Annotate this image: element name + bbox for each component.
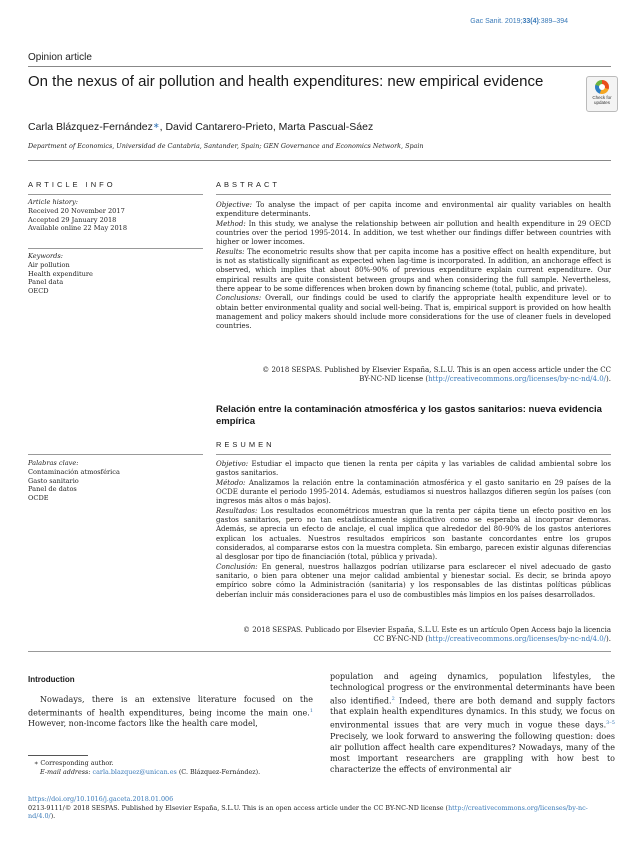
- intro-right-column: population and ageing dynamics, population lifestyles, the technological progress or the environmental determinants have been also identified.$^2$ Indeed, there are both demand and supply factors that explain health expenditures dynamics. In this study, we focus on environmental issues that are very much in vogue these days.$^{3-5}$ Precisely, we look forward to answering the following question: does air pollution affect health care expenditures? Nowadays, many of the most important researchers are grappling with how best to characterize the effects of environmental air: [330, 672, 615, 774]
- introduction-heading: Introduction: [28, 675, 75, 684]
- citation-3-5[interactable]: 3–5: [606, 720, 615, 727]
- footnote-divider: [28, 755, 88, 756]
- article-type: Opinion article: [28, 52, 92, 63]
- spanish-title: Relación entre la contaminación atmosférica y los gastos sanitarios: nueva evidencia empírica: [216, 404, 602, 427]
- intro-left-column: Nowadays, there is an extensive literature focused on the determinants of health expenditures, being income the main one.$^1$ However, non-income factors like the health care model,: [28, 695, 313, 729]
- author-email-link[interactable]: carla.blazquez@unican.es: [92, 768, 177, 776]
- keywords-rule: [28, 248, 203, 249]
- affiliation-divider: [28, 160, 611, 161]
- keywords: Keywords: Air pollution Health expenditure Panel data OECD: [28, 252, 93, 296]
- article-info-rule: [28, 194, 203, 195]
- corresponding-author-mark[interactable]: ∗: [152, 121, 160, 130]
- header-divider: [28, 66, 611, 67]
- citation-2[interactable]: 2: [391, 695, 395, 702]
- abstract-end-rule: [28, 651, 611, 652]
- abstract-body: Objective: To analyse the impact of per capita income and environmental air quality variables on health expenditure determinants. Method: In this study, we analyse the relationship between air pollution and health expenditure in 29 OECD countries over the period 1995-2014. In addition, we test whether our findings differ between countries with higher or lower incomes. Results: The econometric results show that per capita income has a positive effect on health expenditure, but is not as statistically significant as expected when lag-time is incorporated. In addition, an anchorage effect is observed, which implies that about 80%-90% of previous expenditure explain current expenditure. Our empirical results are quite consistent between groups and when considering the full sample. Nevertheless, there appear to be some differences when broken down by financing scheme (total, public, and private). Conclusions: Overall, our findings could be used to clarify the appropriate health expenditure level or to obtain better environmental quality and social well-being. That is, empirical support is provided on how health management and policy makers should include more considerations for the use of cleaner fuels in developed countries.: [216, 201, 611, 331]
- page-footer: https://doi.org/10.1016/j.gaceta.2018.01.006 0213-9111/© 2018 SESPAS. Published by Elsevier España, S.L.U. This is an open access article under the CC BY-NC-ND license (http://creativecommons.org/licenses/by-nc-nd/4.0/).: [28, 795, 588, 820]
- check-for-updates-badge[interactable]: Check for updates: [586, 76, 618, 112]
- palabras-rule: [28, 454, 203, 455]
- resumen-body: Objetivo: Estudiar el impacto que tienen la renta per cápita y las variables de calidad ambiental sobre los gastos sanitarios. Método: Analizamos la relación entre la contaminación atmosférica y el gasto sanitario en 29 países de la OCDE durante el periodo 1995-2014. Además, estudiamos si nuestros hallazgos difieren según los países (con ingresos más altos o más bajos). Resultados: Los resultados econométricos muestran que la renta per cápita tiene un efecto positivo en los gastos sanitarios, pero no tan estadísticamente significativo como se esperaba al incorporar demoras. Además, se aprecia un efecto de anclaje, el cual implica que alrededor del 80-90% de los gastos anteriores explican los actuales. Nuestros resultados empíricos son bastante concordantes entre los grupos considerados, al compararse estos con la muestra completa. Sin embargo, parecen existir algunas diferencias al desglosar por tipo de financiación (total, pública y privada). Conclusión: En general, nuestros hallazgos podrían utilizarse para esclarecer el nivel adecuado de gasto sanitario, o bien para obtener una mejor calidad ambiental y bienestar social. Es decir, se brinda apoyo empírico sobre cómo la Administración (sanitaria) y los responsables de las distintas políticas públicas deberían incluir más consideraciones para el uso de combustibles más limpios en los países desarrollados.: [216, 460, 611, 599]
- palabras-clave: Palabras clave: Contaminación atmosférica Gasto sanitario Panel de datos OCDE: [28, 459, 120, 503]
- article-history: Article history: Received 20 November 2017 Accepted 29 January 2018 Available online 22 May 2018: [28, 198, 128, 233]
- abstract-rule: [216, 194, 611, 195]
- citation-1[interactable]: 1: [309, 707, 313, 714]
- abstract-license: © 2018 SESPAS. Published by Elsevier España, S.L.U. This is an open access article under the CC BY-NC-ND license (http://creativecommons.org/licenses/by-nc-nd/4.0/).: [262, 366, 611, 384]
- crossmark-icon: [595, 80, 609, 94]
- resumen-rule: [216, 454, 611, 455]
- article-info-heading: ARTICLE INFO: [28, 180, 116, 189]
- journal-reference: Gac Sanit. 2019;33(4):389–394: [470, 18, 568, 25]
- doi-link[interactable]: https://doi.org/10.1016/j.gaceta.2018.01.006: [28, 795, 174, 803]
- resumen-license: © 2018 SESPAS. Publicado por Elsevier España, S.L.U. Este es un artículo Open Access bajo la licencia CC BY-NC-ND (http://creativecommons.org/licenses/by-nc-nd/4.0/).: [243, 626, 611, 644]
- resumen-heading: RESUMEN: [216, 440, 275, 449]
- author-1: Carla Blázquez-Fernández: [28, 121, 153, 133]
- footnote: ∗ Corresponding author. E-mail address: carla.blazquez@unican.es (C. Blázquez-Fernández).: [34, 759, 261, 776]
- affiliation: Department of Economics, Universidad de Cantabria, Santander, Spain; GEN Governance and Economics Network, Spain: [28, 142, 424, 150]
- licencia-link[interactable]: http://creativecommons.org/licenses/by-nc-nd/4.0/: [428, 635, 607, 644]
- abstract-heading: ABSTRACT: [216, 180, 281, 189]
- paper-title: On the nexus of air pollution and health expenditures: new empirical evidence: [28, 73, 544, 90]
- license-link[interactable]: http://creativecommons.org/licenses/by-nc-nd/4.0/: [428, 375, 607, 384]
- footer-license-link[interactable]: http://creativecommons.org/licenses/by-nc-nd/4.0/: [28, 803, 588, 820]
- author-list: Carla Blázquez-Fernández∗, David Cantarero-Prieto, Marta Pascual-Sáez: [28, 121, 374, 133]
